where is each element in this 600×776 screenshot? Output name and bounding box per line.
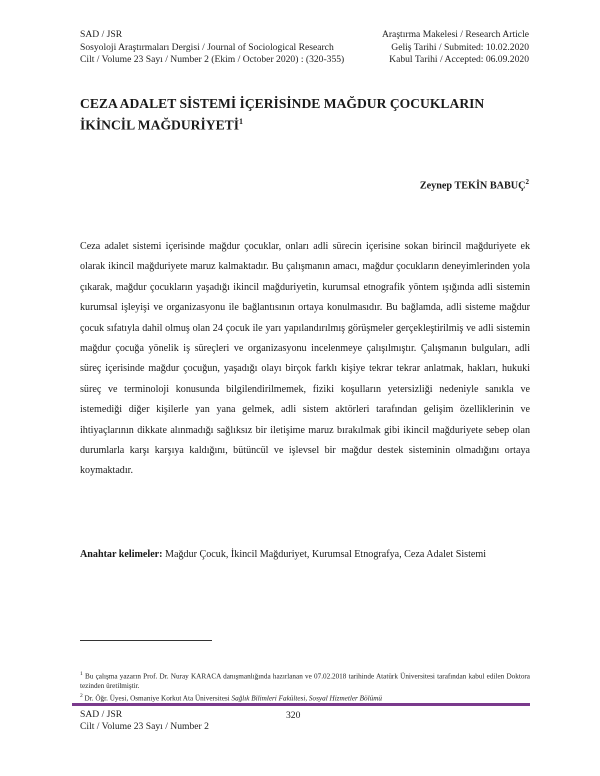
footnote-separator <box>80 640 212 641</box>
author-name-text: Zeynep TEKİN BABUÇ <box>419 180 526 192</box>
journal-name: Sosyoloji Araştırmaları Dergisi / Journal of Sociological Research <box>80 41 334 53</box>
footnote-1 <box>80 669 530 691</box>
journal-header-left <box>80 29 344 67</box>
footnote-2 <box>80 691 530 703</box>
title-line-1: CEZA ADALET SİSTEMİ İÇERİSİNDE MAĞDUR ÇOCUKLARIN <box>80 96 485 111</box>
keywords <box>80 549 530 560</box>
footer-abbrev: SAD / JSR <box>80 709 123 720</box>
footnote-1-marker: 1 <box>80 671 83 677</box>
footer-volume: Cilt / Volume 23 Sayı / Number 2 <box>80 721 209 732</box>
keywords-text: Mağdur Çocuk, İkincil Mağduriyet, Kurumsal Etnografya, Ceza Adalet Sistemi <box>165 549 487 560</box>
title-footnote-ref[interactable]: 1 <box>239 117 243 126</box>
author-footnote-ref[interactable]: 2 <box>525 178 529 186</box>
author-name <box>420 178 529 191</box>
abstract-paragraph: Ceza adalet sistemi içerisinde mağdur çocuklar, onları adli sürecin içerisine sokan birincil mağduriyete ek olarak ikincil mağduriyete maruz kalmaktadır. Bu çalışmanın amacı, mağdur çocukların deneyimlerinden yola çıkarak, mağdur çocukların yaşadığı ikincil mağduriyetin, kurumsal etnografik yöntem ışığında adli sistemin kurumsal işleyişi ve organizasyonu ile bağlantısının ortaya konulmasıdır. Bu bağlamda, adli sisteme mağdur çocuk sıfatıyla dahil olmuş olan 24 çocuk ile yarı yapılandırılmış görüşmeler gerçekleştirilmiş ve adli sistemin mağdur çocuğa yönelik iş süreçleri ve organizasyonu incelenmeye çalışılmıştır. Çalışmanın bulguları, adli süreç içerisinde mağdur çocuğun, yaşadığı olayı birçok farklı kişiye tekrar tekrar anlatmak, hakları, hukuki süreç ve terminoloji konusunda bilgilendirilmemek, fiziki koşulların yetersizliği nedeniyle sanıkla ve istemediği diğer kişilerle yan yana gelmek, adli sistem aktörleri tarafından gelişim özelliklerinin ve ihtiyaçlarının dikkate alınmadığı sağlıksız bir iletişime maruz bırakılmak gibi ikincil mağduriyete sebep olan durumlarla karşı karşıya kaldığını, bütüncül ve işlevsel bir mağdur destek sisteminin olmadığını ortaya koymaktadır. <box>80 241 530 477</box>
journal-abbrev: SAD / JSR <box>80 29 123 40</box>
footer-rule <box>72 703 530 706</box>
page-number: 320 <box>286 710 301 721</box>
footnote-2-marker: 2 <box>80 693 83 700</box>
submitted-date: Geliş Tarihi / Submited: 10.02.2020 <box>391 41 529 53</box>
footer-journal-info <box>80 709 209 733</box>
footnote-1-text: Bu çalışma yazarın Prof. Dr. Nuray KARACA danışmanlığında hazırlanan ve 07.02.2018 tarihinde Atatürk Üniversitesi tarafından kabul edilen Doktora tezinden üretilmiştir. <box>80 672 531 691</box>
footnotes <box>80 669 530 704</box>
title-line-2-text: İKİNCİL MAĞDURİYETİ <box>80 117 239 133</box>
journal-volume: Cilt / Volume 23 Sayı / Number 2 (Ekim / October 2020) : (320-355) <box>80 54 345 65</box>
title-line-2 <box>80 113 530 135</box>
keywords-label: Anahtar kelimeler: <box>80 549 163 560</box>
article-type: Araştırma Makelesi / Research Article <box>381 29 529 40</box>
footnote-2-italic: Sağlık Bilimleri Fakültesi, Sosyal Hizmetler Bölümü <box>231 694 383 703</box>
footnote-2-text: Dr. Öğr. Üyesi, Osmaniye Korkut Ata Üniversitesi <box>84 694 230 703</box>
paper-title <box>80 95 530 135</box>
accepted-date: Kabul Tarihi / Accepted: 06.09.2020 <box>389 54 529 65</box>
journal-header-right <box>382 29 529 67</box>
